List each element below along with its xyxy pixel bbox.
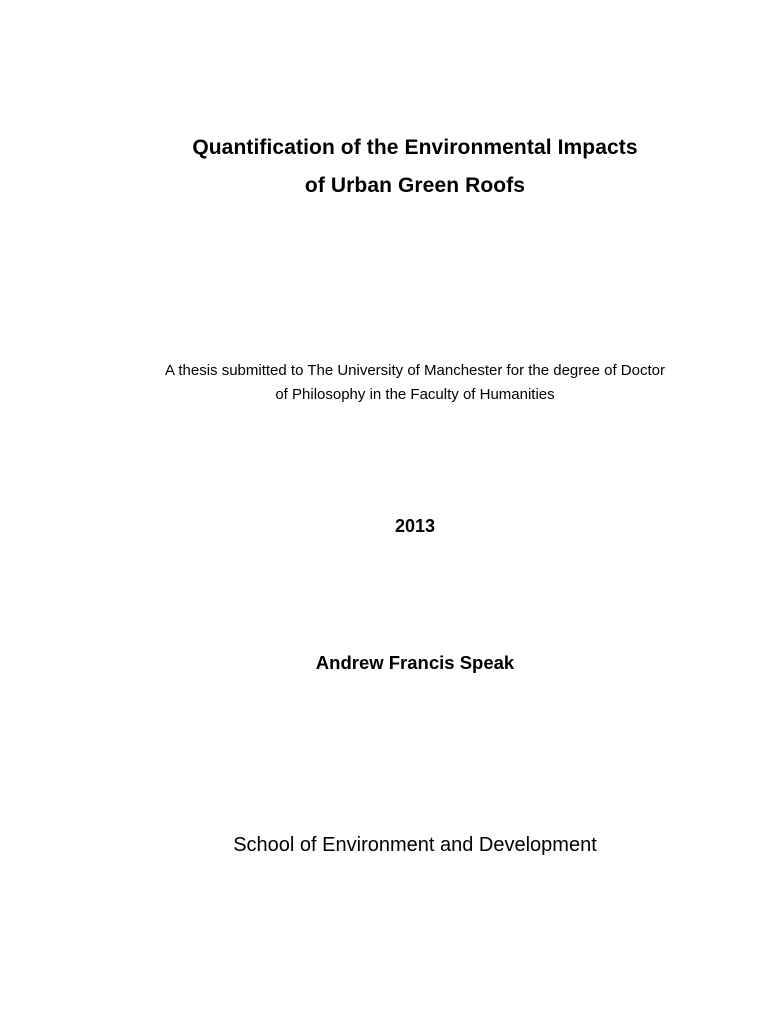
degree-statement-line-2: of Philosophy in the Faculty of Humanities bbox=[275, 386, 555, 403]
school-name: School of Environment and Development bbox=[233, 834, 597, 856]
submission-year: 2013 bbox=[394, 516, 436, 536]
thesis-title-line-2: of Urban Green Roofs bbox=[304, 174, 526, 197]
thesis-title-line-1: Quantification of the Environmental Impacts bbox=[192, 136, 638, 159]
degree-statement-line-1: A thesis submitted to The University of Manchester for the degree of Doctor bbox=[165, 362, 665, 379]
author-name: Andrew Francis Speak bbox=[315, 652, 515, 673]
